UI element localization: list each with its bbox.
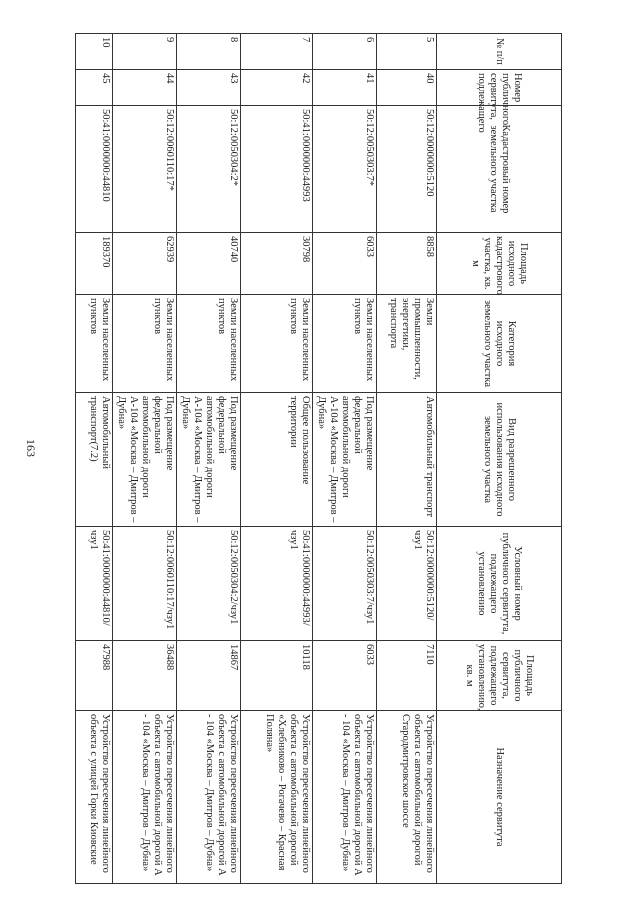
cell-cadastral-number: 50:12:0000000:5120 xyxy=(377,106,437,233)
cell-servitude-number: 44 xyxy=(113,70,177,106)
cell-category: Земли населенных пунктов xyxy=(241,295,313,393)
cell-servitude-number: 42 xyxy=(241,70,313,106)
cell-conditional-number: 50:12:0050304:2/чзу1 xyxy=(177,527,241,641)
page-number: 163 xyxy=(24,439,38,457)
cell-category: Земли промышленности, энергетики, транспорта xyxy=(377,295,437,393)
cell-permitted-use: Автомобильный транспорт(7.2) xyxy=(76,393,113,527)
cell-permitted-use: Общее пользование территории xyxy=(241,393,313,527)
cell-servitude-area: 14867 xyxy=(177,641,241,711)
header-row xyxy=(437,34,562,884)
cell-category: Земли населенных пунктов xyxy=(76,295,113,393)
cell-cadastral-number: 50:12:0050304:2* xyxy=(177,106,241,233)
cell-servitude-area: 10118 xyxy=(241,641,313,711)
header-servitude-area: Площадь публичного сервитута, подлежащего установлению, кв. м xyxy=(437,641,562,711)
cell-servitude-area: 36488 xyxy=(113,641,177,711)
cell-source-area: 30798 xyxy=(241,233,313,295)
cell-source-area: 8858 xyxy=(377,233,437,295)
cell-permitted-use: Автомобильный транспорт xyxy=(377,393,437,527)
cell-conditional-number: 50:41:0000000:44810/чзу1 xyxy=(76,527,113,641)
table-row xyxy=(177,34,241,884)
header-index: № п/п xyxy=(437,34,562,70)
cell-source-area: 189370 xyxy=(76,233,113,295)
cell-servitude-number: 43 xyxy=(177,70,241,106)
cell-index: 10 xyxy=(76,34,113,70)
cell-servitude-area: 6033 xyxy=(313,641,377,711)
cell-purpose: Устройство пересечения линейного объекта с автомобильной дорогой А - 104 «Москва – Дмитров – Дубна» xyxy=(177,711,241,884)
table-row xyxy=(76,34,113,884)
table-row xyxy=(313,34,377,884)
cell-servitude-number: 45 xyxy=(76,70,113,106)
cell-category: Земли населенных пунктов xyxy=(313,295,377,393)
cell-index: 8 xyxy=(177,34,241,70)
cell-purpose: Устройство пересечения линейного объекта с автомобильной дорогой А - 104 «Москва – Дмитров – Дубна» xyxy=(313,711,377,884)
cell-purpose: Устройство пересечения линейного объекта с автомобильной дорогой А - 104 «Москва – Дмитров – Дубна» xyxy=(113,711,177,884)
cell-permitted-use: Под размещение федеральной автомобильной дороги А-104 «Москва – Дмитров – Дубна» xyxy=(177,393,241,527)
rotated-table-wrapper xyxy=(76,33,562,883)
cell-category: Земли населенных пунктов xyxy=(177,295,241,393)
header-conditional-number: Условный номер публичного сервитута, подлежащего установлению xyxy=(437,527,562,641)
cell-permitted-use: Под размещение федеральной автомобильной дороги А-104 «Москва – Дмитров – Дубна» xyxy=(113,393,177,527)
cell-cadastral-number: 50:41:0000000:44993 xyxy=(241,106,313,233)
header-source-area: Площадь исходного кадастрового участка, кв. м xyxy=(437,233,562,295)
cell-conditional-number: 50:12:0050303:7/чзу1 xyxy=(313,527,377,641)
servitude-table xyxy=(75,33,562,884)
document-sheet xyxy=(62,0,572,905)
cell-purpose: Устройство пересечения линейного объекта с улицей Горки Киовские xyxy=(76,711,113,884)
cell-index: 5 xyxy=(377,34,437,70)
cell-source-area: 6033 xyxy=(313,233,377,295)
cell-servitude-number: 41 xyxy=(313,70,377,106)
cell-permitted-use: Под размещение федеральной автомобильной дороги А-104 «Москва – Дмитров – Дубна» xyxy=(313,393,377,527)
cell-conditional-number: 50:12:0060110:17/чзу1 xyxy=(113,527,177,641)
table-row xyxy=(113,34,177,884)
cell-purpose: Устройство пересечения линейного объекта с автомобильной дорогой Стародмитровское шоссе xyxy=(377,711,437,884)
header-servitude-number: Номер публичного сервитута, подлежащего xyxy=(437,70,562,106)
table-row xyxy=(377,34,437,884)
cell-index: 7 xyxy=(241,34,313,70)
header-purpose: Назначение сервитута xyxy=(437,711,562,884)
cell-cadastral-number: 50:41:0000000:44810 xyxy=(76,106,113,233)
cell-source-area: 40740 xyxy=(177,233,241,295)
cell-index: 9 xyxy=(113,34,177,70)
cell-source-area: 62939 xyxy=(113,233,177,295)
cell-servitude-area: 47988 xyxy=(76,641,113,711)
cell-purpose: Устройство пересечения линейного объекта с автомобильной дорогой «Хлебниково – Рогачево – Красная Поляна» xyxy=(241,711,313,884)
table-row xyxy=(241,34,313,884)
header-cadastral-number: Кадастровый номер земельного участка xyxy=(437,106,562,233)
cell-conditional-number: 50:41:0000000:44993/чзу1 xyxy=(241,527,313,641)
header-permitted-use: Вид разрешенного использования исходного земельного участка xyxy=(437,393,562,527)
cell-conditional-number: 50:12:0000000:5120/чзу1 xyxy=(377,527,437,641)
cell-servitude-number: 40 xyxy=(377,70,437,106)
cell-cadastral-number: 50:12:0060110:17* xyxy=(113,106,177,233)
cell-category: Земли населенных пунктов xyxy=(113,295,177,393)
cell-cadastral-number: 50:12:0050303:7* xyxy=(313,106,377,233)
cell-servitude-area: 7110 xyxy=(377,641,437,711)
cell-index: 6 xyxy=(313,34,377,70)
header-category: Категория исходного земельного участка xyxy=(437,295,562,393)
